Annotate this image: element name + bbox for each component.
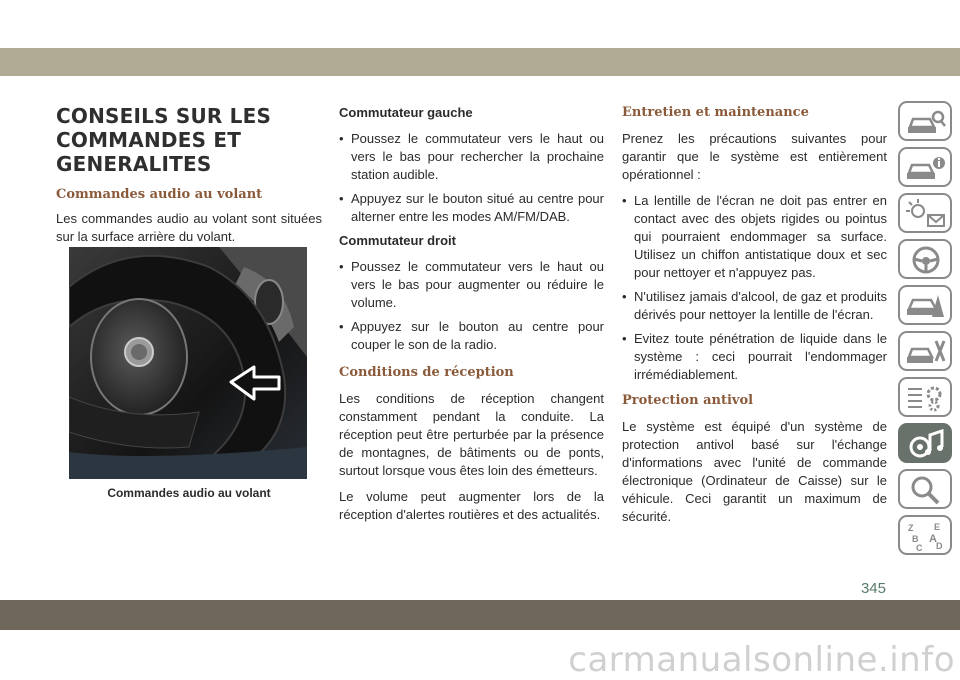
index-letter: Z: [908, 523, 914, 533]
right-switch-label: Commutateur droit: [339, 233, 456, 248]
warning-lights-icon: [906, 199, 946, 229]
tab-specs[interactable]: [898, 377, 952, 417]
car-info-icon: [906, 153, 946, 183]
tab-multimedia[interactable]: [898, 423, 952, 463]
page-title-line: GENERALITES: [56, 152, 212, 176]
page-title-line: CONSEILS SUR LES: [56, 104, 272, 128]
index-letter: D: [936, 541, 943, 551]
index-letter: A: [929, 533, 937, 545]
figure-caption: Commandes audio au volant: [107, 486, 271, 500]
reception-paragraph-2: Le volume peut augmenter lors de la réception d'alertes routières et des actualités.: [339, 489, 604, 522]
left-switch-list: [339, 130, 604, 226]
index-letter: B: [912, 534, 919, 544]
maintenance-intro: Prenez les précautions suivantes pour garantir que le système est entièrement opérationnel :: [622, 131, 887, 182]
left-switch-label: Commutateur gauche: [339, 105, 473, 120]
steering-wheel-icon: [906, 245, 946, 275]
magnifier-icon: [906, 475, 946, 505]
car-search-icon: [906, 107, 946, 137]
car-tools-icon: [906, 337, 946, 367]
car-road-icon: [906, 291, 946, 321]
index-letter: C: [916, 543, 923, 551]
tab-car-info[interactable]: [898, 147, 952, 187]
steering-wheel-photo: [69, 247, 307, 479]
antitheft-paragraph: Le système est équipé d'un système de protection antivol basé sur l'échange d'informations avec l'unité de commande électronique (Ordinateur de Caisse) sur le véhicule. Ceci garantit un maximum de sécurité.: [622, 419, 887, 524]
footer-band: [0, 600, 960, 630]
page-title: [56, 104, 322, 176]
list-item: • N'utilisez jamais d'alcool, de gaz et produits dérivés pour nettoyer la lentille de l'écran.: [622, 288, 887, 324]
steering-wheel-illustration: [69, 247, 307, 479]
specs-gears-icon: [906, 383, 946, 413]
tab-car-road[interactable]: [898, 285, 952, 325]
section-heading-antitheft: Protection antivol: [622, 393, 754, 408]
list-item: • Poussez le commutateur vers le haut ou vers le bas pour augmenter ou réduire le volume.: [339, 258, 604, 312]
right-switch-list: [339, 258, 604, 354]
maintenance-list: [622, 192, 887, 384]
list-item: • Poussez le commutateur vers le haut ou vers le bas pour rechercher la prochaine station audible.: [339, 130, 604, 184]
list-item: • Appuyez sur le bouton au centre pour couper le son de la radio.: [339, 318, 604, 354]
reception-paragraph-1: Les conditions de réception changent constamment pendant la conduite. La réception peut être perturbée par la présence de montagnes, de bâtiments ou de ponts, surtout lorsque vous êtes loin des émetteurs.: [339, 391, 604, 478]
watermark-text: carmanualsonline.info: [568, 640, 955, 680]
page-number: 345: [860, 580, 886, 597]
multimedia-music-icon: [906, 429, 946, 459]
intro-paragraph: Les commandes audio au volant sont situées sur la surface arrière du volant.: [56, 211, 322, 244]
alphabet-index-icon: [906, 521, 946, 551]
tab-car-search[interactable]: [898, 101, 952, 141]
tab-steering-wheel[interactable]: [898, 239, 952, 279]
column-middle: [339, 104, 604, 524]
column-left: [56, 104, 322, 246]
index-letter: E: [934, 522, 941, 532]
list-item: • Evitez toute pénétration de liquide dans le système : ceci pourrait l'endommager irrémédiablement.: [622, 330, 887, 384]
list-item: • La lentille de l'écran ne doit pas entrer en contact avec des objets rigides ou pointus qui pourraient endommager sa surface. Utilisez un chiffon antistatique doux et sec pour nettoyer et n'appuyez pas.: [622, 192, 887, 282]
tab-index[interactable]: [898, 515, 952, 555]
tab-warning-lights[interactable]: [898, 193, 952, 233]
section-heading-maintenance: Entretien et maintenance: [622, 105, 809, 120]
section-heading-reception: Conditions de réception: [339, 365, 514, 380]
list-item: • Appuyez sur le bouton situé au centre pour alterner entre les modes AM/FM/DAB.: [339, 190, 604, 226]
column-right: [622, 104, 887, 526]
header-band: [0, 48, 960, 76]
section-heading-steering-audio: Commandes audio au volant: [56, 187, 263, 202]
tab-car-tools[interactable]: [898, 331, 952, 371]
page-title-line: COMMANDES ET: [56, 128, 242, 152]
tab-search[interactable]: [898, 469, 952, 509]
